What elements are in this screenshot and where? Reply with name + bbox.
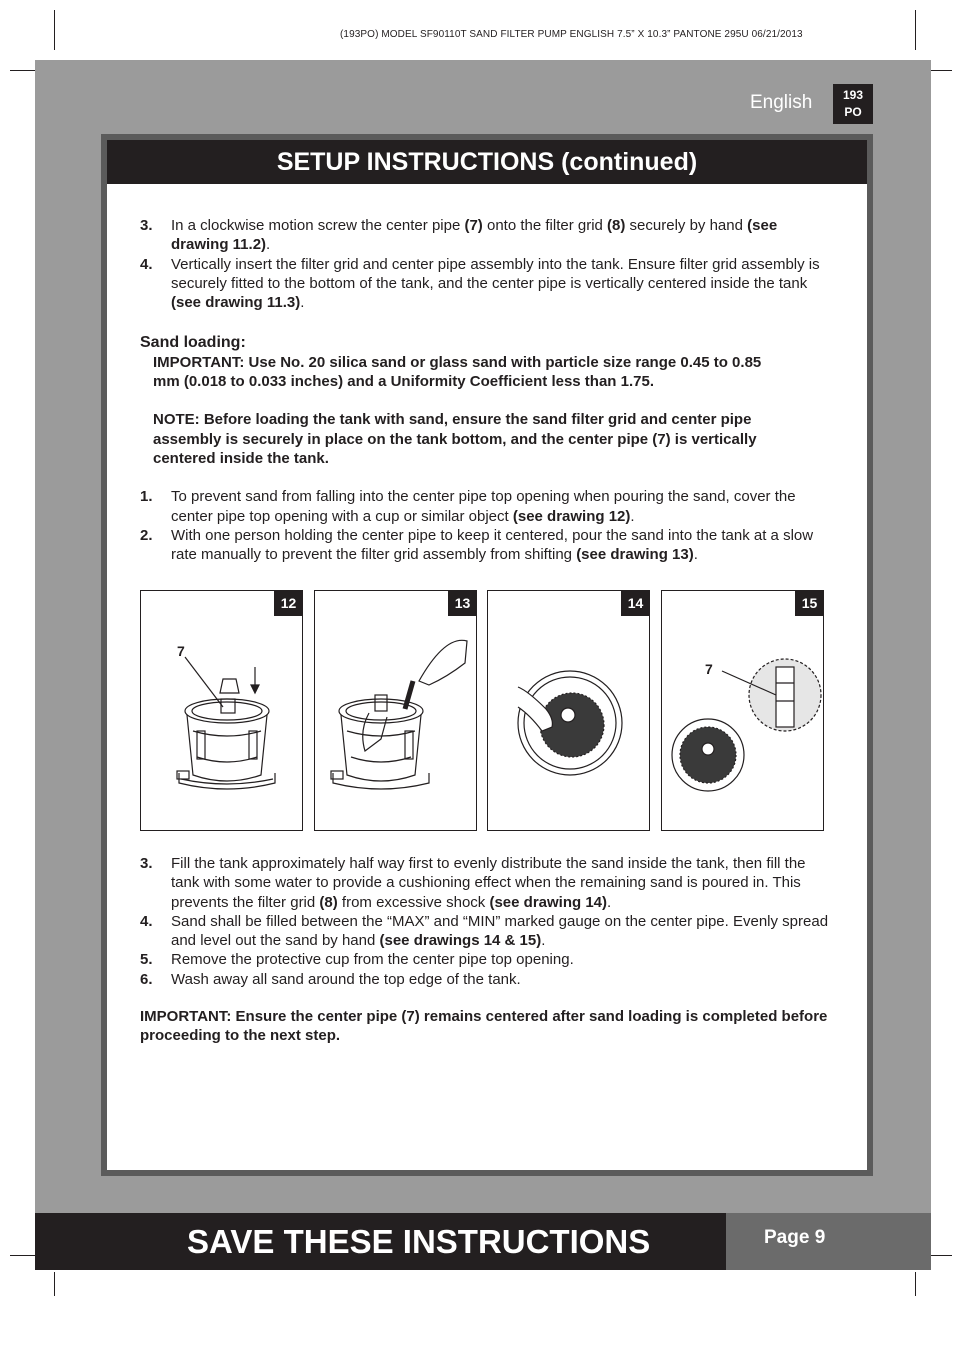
callout-label: 7 <box>177 643 185 659</box>
tank-with-cup-illustration <box>141 591 304 832</box>
callout-label: 7 <box>705 661 713 677</box>
steps-top-list <box>140 216 832 312</box>
step-text: onto the filter grid <box>482 217 608 234</box>
instruction-step <box>140 255 832 313</box>
step-text: . <box>607 893 612 911</box>
crop-mark <box>54 10 55 50</box>
step-text: . <box>630 507 635 525</box>
instruction-step <box>140 526 832 565</box>
step-number: 2. <box>140 526 153 544</box>
drawings-row <box>140 590 832 833</box>
page-code-line2: PO <box>844 105 862 119</box>
step-number: 4. <box>140 255 153 273</box>
drawing-12 <box>140 590 303 831</box>
step-number: 5. <box>140 951 153 969</box>
footer-text: SAVE THESE INSTRUCTIONS <box>187 1223 651 1260</box>
step-number: 6. <box>140 970 153 988</box>
crop-mark <box>54 1272 55 1296</box>
step-emphasis: (see drawing 11.3) <box>171 294 301 312</box>
language-label: English <box>750 92 813 113</box>
step-emphasis: (see drawings 14 & 15) <box>379 932 542 950</box>
step-emphasis: (7) <box>464 217 483 234</box>
drawing-number: 12 <box>274 590 303 616</box>
step-emphasis: (see drawing 11.2) <box>171 217 778 254</box>
drawing-number: 15 <box>795 590 824 616</box>
step-emphasis: (see drawing 12) <box>512 507 631 525</box>
crop-mark <box>915 10 916 50</box>
page-number: Page 9 <box>764 1227 826 1248</box>
step-emphasis: (see drawing 13) <box>576 546 694 564</box>
section-title: SETUP INSTRUCTIONS (continued) <box>107 140 867 184</box>
leveling-sand-illustration <box>488 591 651 832</box>
drawing-number: 14 <box>621 590 650 616</box>
instruction-step <box>140 970 832 989</box>
step-emphasis: (8) <box>607 217 626 234</box>
drawing-13 <box>314 590 477 831</box>
footer-banner <box>35 1213 726 1270</box>
step-number: 4. <box>140 912 153 930</box>
drawing-number: 13 <box>448 590 477 616</box>
step-text: Sand shall be filled between the “MAX” and “MIN” marked gauge on the center pipe. Evenly spread and level out the sand by hand <box>171 912 829 950</box>
instructions-body <box>140 216 832 564</box>
step-text: . <box>693 546 698 564</box>
crop-mark <box>915 1272 916 1296</box>
instruction-step <box>140 912 832 951</box>
step-text: In a clockwise motion screw the center pipe <box>171 217 465 234</box>
step-number: 3. <box>140 217 153 234</box>
step-text: . <box>266 236 271 254</box>
instructions-body-lower <box>140 854 832 1046</box>
instruction-step <box>140 854 832 912</box>
step-emphasis: (see drawing 14) <box>489 893 608 911</box>
step-text: securely by hand <box>625 217 748 234</box>
step-text: Remove the protective cup from the center pipe top opening. <box>171 951 574 969</box>
step-number: 1. <box>140 488 153 506</box>
step-text: from excessive shock <box>337 893 490 911</box>
instruction-step <box>140 487 832 526</box>
step-text: Vertically insert the filter grid and center pipe assembly into the tank. Ensure filter grid assembly is securely fitted to the bottom of the tank, and the center pipe is vertically centered inside the tank <box>171 255 820 292</box>
page-code-badge <box>833 84 873 124</box>
steps-mid-list <box>140 487 832 564</box>
drawing-15 <box>661 590 824 831</box>
step-emphasis: (8) <box>319 893 338 911</box>
page-code-line1: 193 <box>842 88 864 102</box>
sand-important-note: IMPORTANT: Use No. 20 silica sand or glass sand with particle size range 0.45 to 0.85 mm (0.018 to 0.033 inches) and a Uniformity Coefficient less than 1.75. <box>153 353 762 391</box>
sand-loading-heading: Sand loading: <box>140 334 246 352</box>
print-slug: (193PO) MODEL SF90110T SAND FILTER PUMP ENGLISH 7.5” X 10.3” PANTONE 295U 06/21/2013 <box>340 29 803 40</box>
step-text: Wash away all sand around the top edge of the tank. <box>171 970 521 988</box>
sand-level-gauge-illustration <box>662 591 825 832</box>
page-number-box <box>726 1213 931 1270</box>
instruction-step <box>140 950 832 969</box>
step-text: To prevent sand from falling into the center pipe top opening when pouring the sand, cover the center pipe top opening with a cup or similar object <box>171 488 796 525</box>
step-number: 3. <box>140 855 153 872</box>
step-text: . <box>300 294 305 312</box>
step-text: . <box>541 932 546 950</box>
pouring-sand-illustration <box>315 591 478 832</box>
instruction-step <box>140 216 832 255</box>
drawing-14 <box>487 590 650 831</box>
step-text: With one person holding the center pipe to keep it centered, pour the sand into the tank at a slow rate manually to prevent the filter grid assembly from shifting <box>171 526 814 564</box>
step-text: Fill the tank approximately half way first to evenly distribute the sand inside the tank, then fill the tank with some water to provide a cushioning effect when the remaining sand is poured in. This prevents the filter grid <box>171 855 806 911</box>
final-important-note: IMPORTANT: Ensure the center pipe (7) remains centered after sand loading is completed before proceeding to the next step. <box>140 1008 828 1045</box>
sand-note: NOTE: Before loading the tank with sand, ensure the sand filter grid and center pipe assembly is securely in place on the tank bottom, and the center pipe (7) is vertically centered inside the tank. <box>153 411 757 467</box>
steps-bottom-list <box>140 854 832 989</box>
